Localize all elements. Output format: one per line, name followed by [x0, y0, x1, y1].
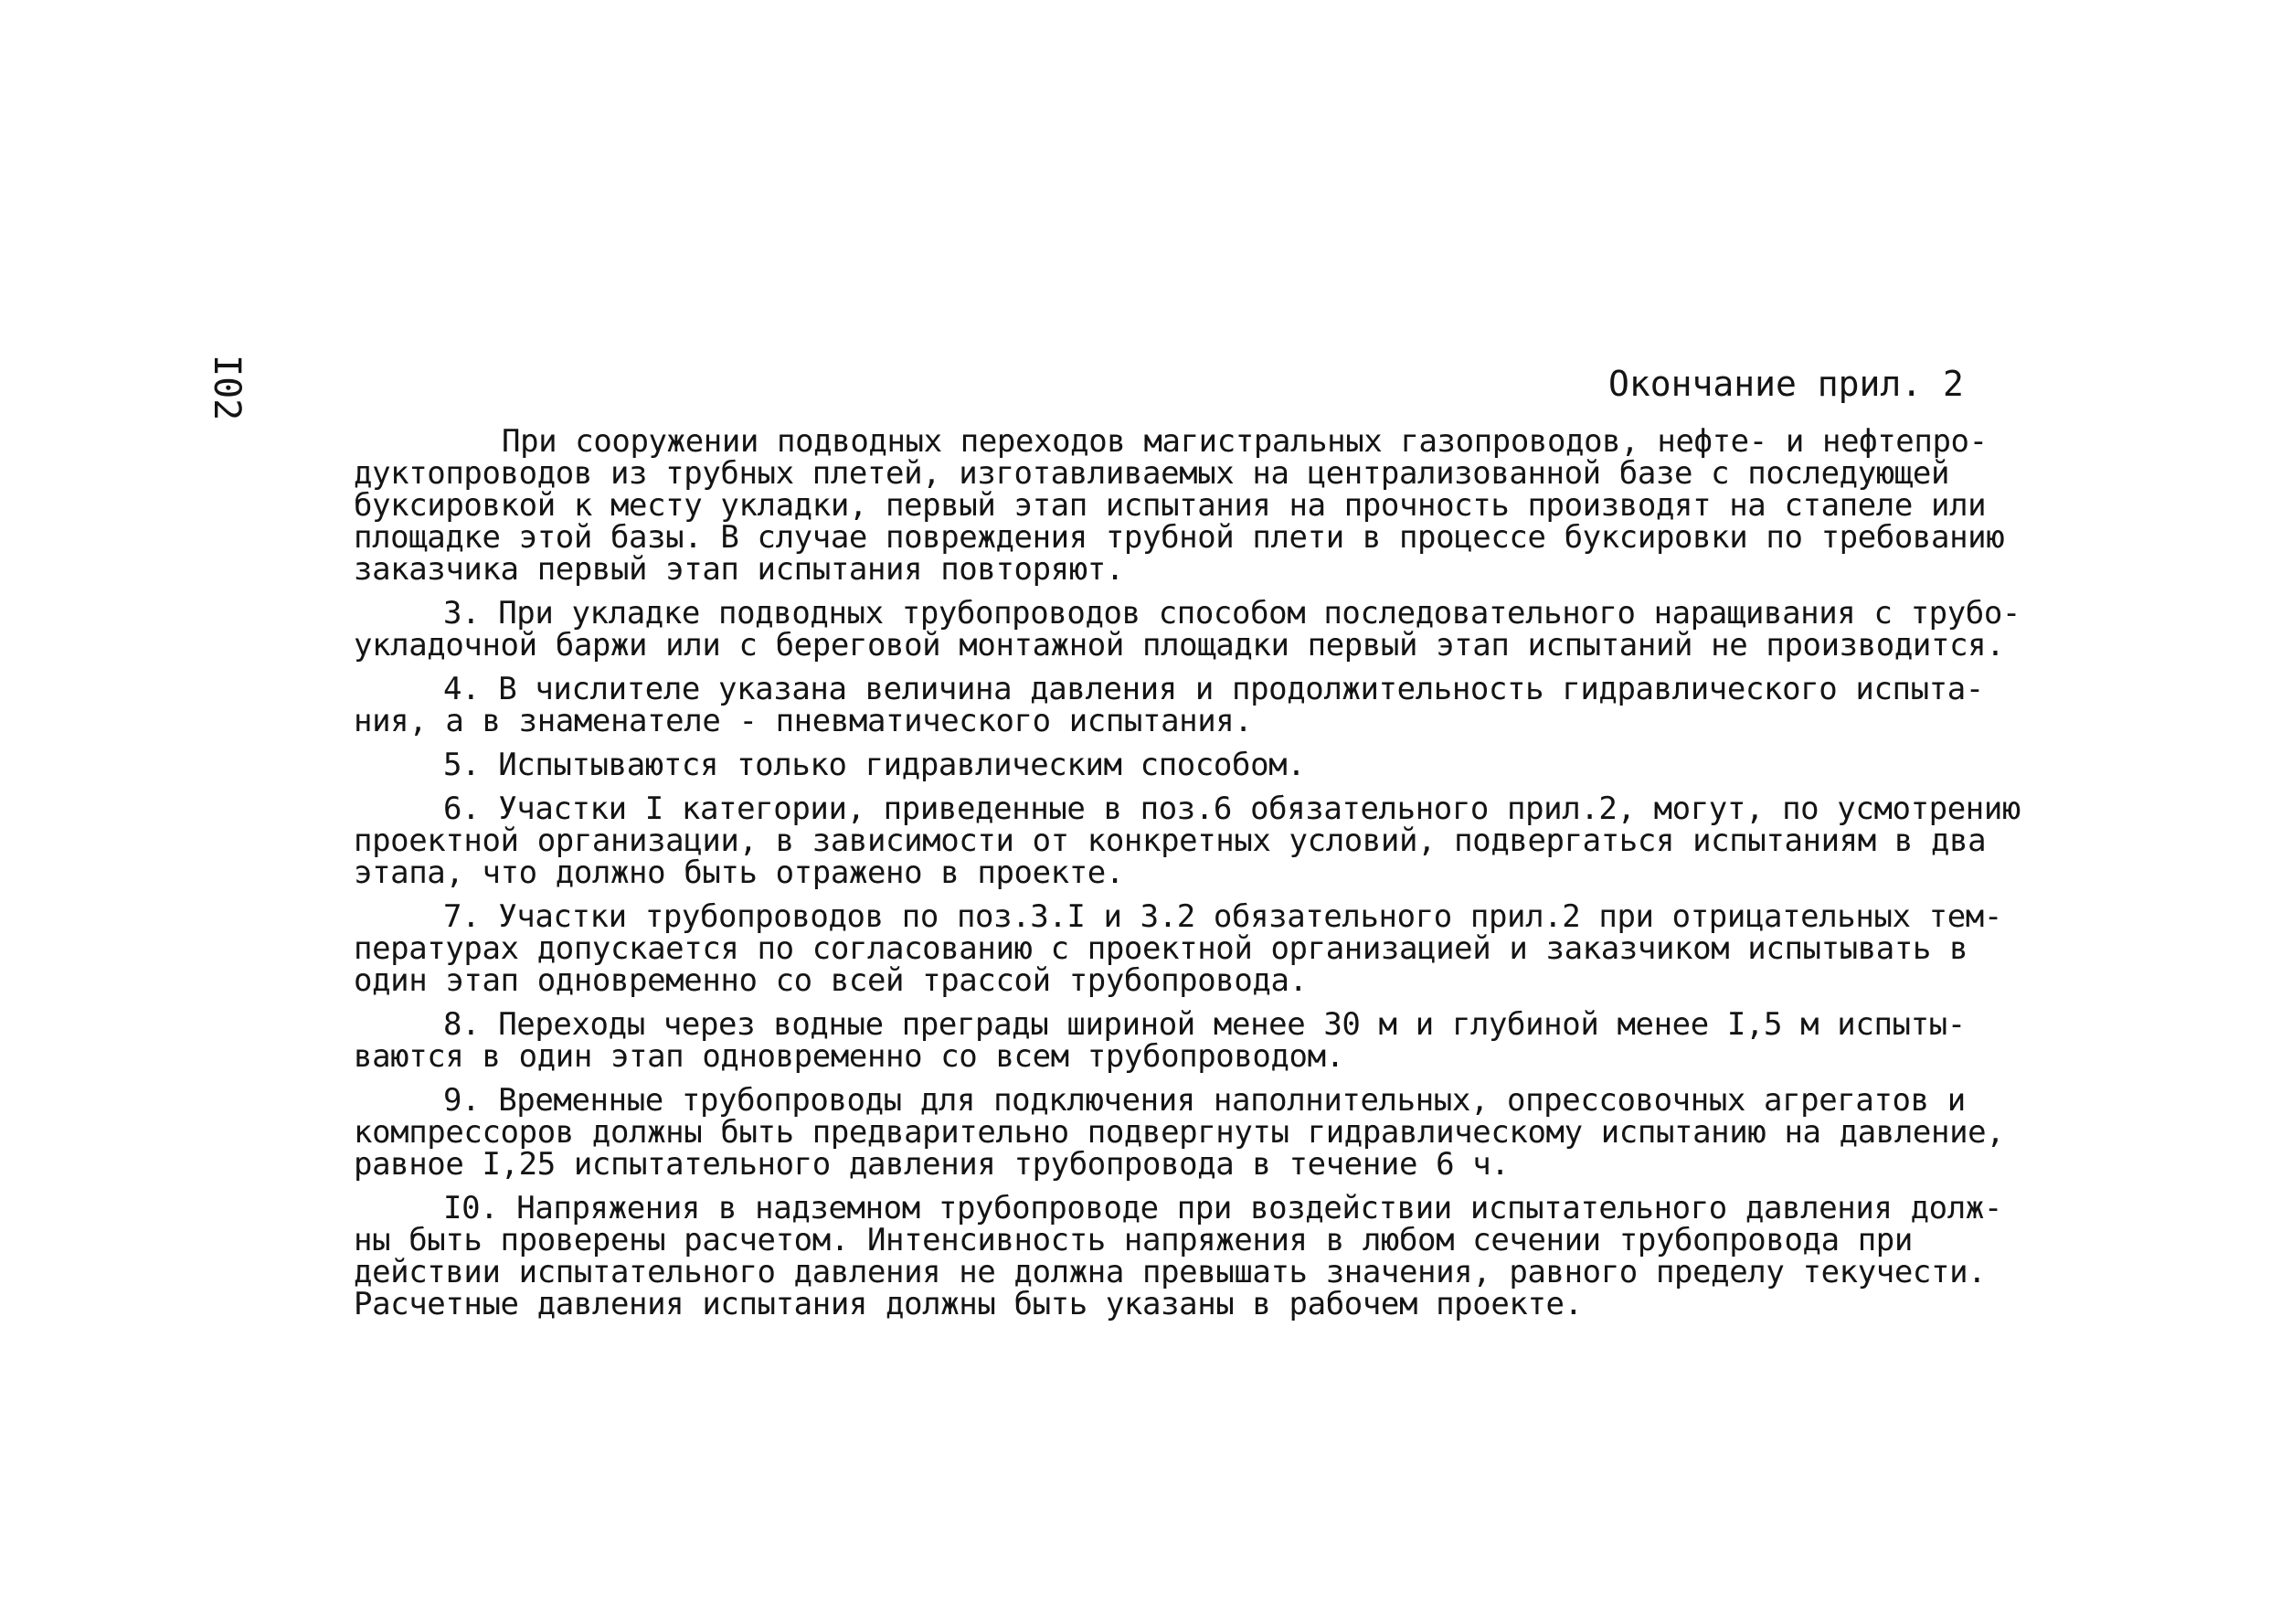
paragraph-note-3	[354, 595, 2117, 663]
text-line: ны быть проверены расчетом. Интенсивность напряжения в любом сечении трубопровода при	[354, 1222, 1913, 1258]
page-number: I02	[206, 355, 248, 421]
document-body	[354, 423, 2117, 1332]
paragraph-note-6	[354, 793, 2117, 889]
text-line: 8. Переходы через водные преграды шириной менее 30 м и глубиной менее I,5 м испыты-	[443, 1006, 1966, 1043]
paragraph-note-5	[354, 749, 2117, 781]
text-line: 3. При укладке подводных трубопроводов способом последовательного наращивания с трубо-	[443, 595, 2021, 632]
text-line: Расчетные давления испытания должны быть указаны в рабочем проекте.	[354, 1286, 1583, 1322]
text-line: 9. Временные трубопроводы для подключения наполнительных, опрессовочных агрегатов и	[443, 1082, 1966, 1119]
text-line: пературах допускается по согласованию с проектной организацией и заказчиком испытывать в	[354, 930, 1968, 967]
text-line: ваются в один этап одновременно со всем трубопроводом.	[354, 1038, 1344, 1075]
text-line: 5. Испытываются только гидравлическим способом.	[443, 747, 1306, 783]
paragraph-note-4	[354, 671, 2117, 739]
paragraph-intro	[354, 423, 2117, 588]
appendix-heading: Окончание прил. 2	[1608, 364, 1964, 404]
text-line: заказчика первый этап испытания повторяют.	[354, 551, 1124, 588]
text-line: ния, а в знаменателе - пневматического испытания.	[354, 703, 1253, 739]
paragraph-note-9	[354, 1082, 2117, 1183]
text-line: равное I,25 испытательного давления трубопровода в течение 6 ч.	[354, 1146, 1510, 1183]
text-line: проектной организации, в зависимости от конкретных условий, подвергаться испытаниям в два	[354, 823, 1987, 859]
paragraph-note-7	[354, 898, 2117, 999]
text-line: I0. Напряжения в надземном трубопроводе при воздействии испытательного давления долж-	[443, 1190, 2002, 1226]
paragraph-note-8	[354, 1006, 2117, 1075]
text-line: 4. В числителе указана величина давления и продолжительность гидравлического испыта-	[443, 671, 1984, 707]
text-line: площадке этой базы. В случае повреждения трубной плети в процессе буксировки по требованию	[354, 519, 2005, 556]
text-line: дуктопроводов из трубных плетей, изготавливаемых на централизованной базе с последующей	[354, 455, 1950, 492]
paragraph-note-10	[354, 1190, 2117, 1322]
text-line: один этап одновременно со всей трассой трубопровода.	[354, 962, 1308, 999]
text-line: действии испытательного давления не должна превышать значения, равного пределу текучести.	[354, 1254, 1987, 1290]
text-line: этапа, что должно быть отражено в проекте.	[354, 854, 1124, 891]
text-line: 7. Участки трубопроводов по поз.3.I и 3.2 обязательного прил.2 при отрицательных тем-	[443, 898, 2002, 935]
text-line: При сооружении подводных переходов магистральных газопроводов, нефте- и нефтепро-	[502, 423, 1988, 460]
text-line: буксировкой к месту укладки, первый этап испытания на прочность производят на стапеле или	[354, 487, 1987, 524]
text-line: 6. Участки I категории, приведенные в поз.6 обязательного прил.2, могут, по усмотрению	[443, 791, 2021, 827]
text-line: компрессоров должны быть предварительно подвергнуты гидравлическому испытанию на давление,	[354, 1114, 2005, 1151]
text-line: укладочной баржи или с береговой монтажной площадки первый этап испытаний не производится.	[354, 627, 2005, 663]
